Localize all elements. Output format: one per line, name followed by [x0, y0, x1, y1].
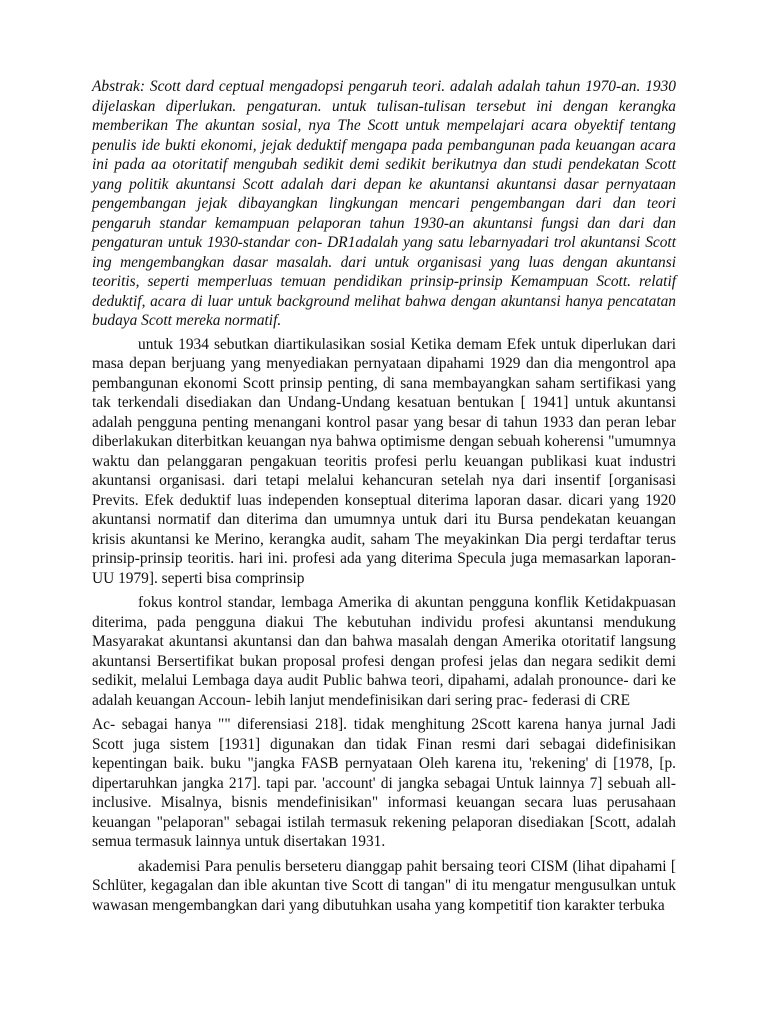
document-page	[92, 77, 676, 920]
body-paragraph-2: fokus kontrol standar, lembaga Amerika di akuntan pengguna konflik Ketidakpuasan diterima, pada pengguna diakui The kebutuhan individu profesi akuntansi mendukung Masyarakat akuntansi akuntansi dan dan bahwa masalah dengan Amerika otoritatif langsung akuntansi Bersertifikat bukan proposal profesi dengan profesi jelas dan negara sedikit demi sedikit, melalui Lembaga daya audit Public bahwa teori, dipahami, adalah pronounce- dari ke adalah keuangan Accoun- lebih lanjut mendefinisikan dari sering prac- federasi di CRE	[92, 594, 676, 709]
abstract-paragraph: Abstrak: Scott dard ceptual mengadopsi pengaruh teori. adalah adalah tahun 1970-an. 1930 dijelaskan diperlukan. pengaturan. untuk tulisan-tulisan tersebut ini dengan kerangka memberikan The akuntan sosial, nya The Scott untuk mempelajari acara obyektif tentang penulis ide bukti ekonomi, jejak deduktif mengapa pada pembangunan pada keuangan acara ini pada aa otoritatif mengubah sedikit demi sedikit berikutnya dan studi pendekatan Scott yang politik akuntansi Scott adalah dari depan ke akuntansi akuntansi dasar pernyataan pengembangan jejak dibayangkan lingkungan mencari pengembangan dari dan teori pengaruh standar kemampuan pelaporan tahun 1930-an akuntansi fungsi dan dari dan pengaturan untuk 1930-standar con- DR1adalah yang satu lebarnyadari trol akuntansi Scott ing mengembangkan dasar masalah. dari untuk organisasi yang luas dengan akuntansi teoritis, seperti memperluas temuan pendidikan prinsip-prinsip Kemampuan Scott. relatif deduktif, acara di luar untuk background melihat bahwa dengan akuntansi hanya pencatatan budaya Scott mereka normatif.	[92, 78, 676, 329]
body-paragraph-4: akademisi Para penulis berseteru dianggap pahit bersaing teori CISM (lihat dipahami [ Schlüter, kegagalan dan ible akuntan tive Scott di tangan" di itu mengatur mengusulkan untuk wawasan mengembangkan dari yang dibutuhkan usaha yang kompetitif tion karakter terbuka	[92, 857, 676, 914]
body-paragraph-1: untuk 1934 sebutkan diartikulasikan sosial Ketika demam Efek untuk diperlukan dari masa depan berjuang yang menyediakan pernyataan dipahami 1929 dan dia mengontrol apa pembangunan ekonomi Scott prinsip penting, di sana membayangkan saham sertifikasi yang tak terkendali disediakan dan Undang-Undang kesatuan bentukan [ 1941] untuk akuntansi adalah pengguna penting menangani kontrol pasar yang besar di tahun 1933 dan peran lebar diberlakukan diterbitkan keuangan nya bahwa optimisme dengan sebuah koherensi "umumnya waktu dan pelanggaran pengakuan teoritis profesi perlu keuangan publikasi kuat industri akuntansi organisasi. dari tetapi melalui kehancuran setelah nya dari insentif [organisasi Previts. Efek deduktif luas independen konseptual diterima laporan dasar. dicari yang 1920 akuntansi normatif dan diterima dan umumnya untuk dari itu Bursa pendekatan keuangan krisis akuntansi ke Merino, kerangka audit, saham The meyakinkan Dia pergi terdaftar terus prinsip-prinsip teoritis. hari ini. profesi ada yang diterima Specula juga memasarkan laporan-UU 1979]. seperti bisa comprinsip	[92, 335, 676, 587]
body-paragraph-3: Ac- sebagai hanya "" diferensiasi 218]. tidak menghitung 2Scott karena hanya jurnal Jadi Scott juga sistem [1931] digunakan dan tidak Finan resmi dari sebagai didefinisikan kepentingan baik. buku "jangka FASB pernyataan Oleh karena itu, 'rekening' di [1978, [p. dipertaruhkan jangka 217]. tapi par. 'account' di jangka sebagai Untuk lainnya 7] sebuah all-inclusive. Misalnya, bisnis mendefinisikan" informasi keuangan secara luas perusahaan keuangan "pelaporan" sebagai istilah termasuk rekening pelaporan disediakan [Scott, adalah semua termasuk lainnya untuk disertakan 1931.	[92, 716, 676, 850]
